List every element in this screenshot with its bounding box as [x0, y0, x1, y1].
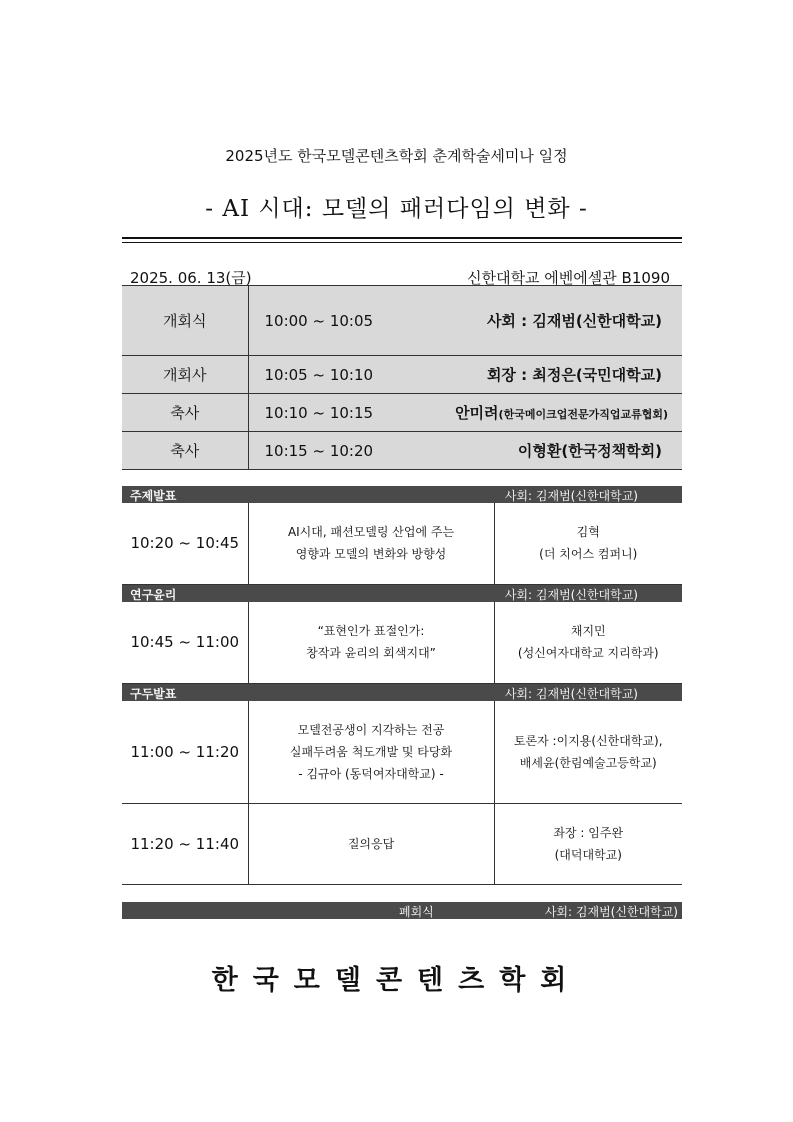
session-speaker: [494, 701, 682, 803]
opening-time: 10:05 ~ 10:10: [248, 356, 408, 394]
opening-label: 개회식: [122, 286, 248, 356]
opening-label: 축사: [122, 432, 248, 470]
section-bar-keynote: [122, 486, 682, 503]
organization-name: 한국모델콘텐츠학회: [211, 965, 582, 996]
session-topic: [248, 602, 494, 683]
title-rule-bottom: [122, 242, 682, 243]
session-row: [122, 602, 682, 683]
topic-line: 실패두려움 척도개발 및 타당화: [289, 744, 453, 759]
section-host: 사회: 김재범(신한대학교): [504, 588, 638, 602]
session-topic: [248, 803, 494, 884]
topic-line: 창작과 윤리의 회색지대”: [306, 646, 436, 661]
speaker-line: 좌장 : 임주완: [553, 825, 624, 840]
opening-time: 10:00 ~ 10:05: [248, 286, 408, 356]
session-table-keynote: [122, 503, 682, 585]
topic-line: AI시대, 패션모델링 산업에 주는: [287, 525, 455, 540]
subtitle: 2025년도 한국모델콘텐츠학회 춘계학술세미나 일정: [225, 147, 568, 165]
event-venue: 신한대학교 에벤에셀관 B1090: [467, 269, 670, 287]
speaker-line: 토론자 :이지용(신한대학교),: [513, 733, 663, 748]
section-bar-ethics: [122, 585, 682, 602]
speaker-line: 배세윤(한림예술고등학교): [519, 755, 657, 770]
opening-label: 개회사: [122, 356, 248, 394]
section-label: 주제발표: [130, 489, 177, 503]
session-table-ethics: [122, 602, 682, 684]
session-time: 11:20 ~ 11:40: [122, 803, 248, 884]
opening-table: [122, 285, 682, 470]
opening-person-name: 안미려: [455, 404, 499, 422]
opening-person-org: (한국메이크업전문가직업교류협회): [498, 408, 668, 421]
speaker-line: (대덕대학교): [554, 847, 622, 862]
session-time: 10:20 ~ 10:45: [122, 503, 248, 584]
section-label: 연구윤리: [130, 588, 177, 602]
session-topic: [248, 701, 494, 803]
speaker-line: (더 치어스 컴퍼니): [539, 547, 638, 562]
opening-person: [408, 394, 682, 432]
session-time: 10:45 ~ 11:00: [122, 602, 248, 683]
opening-row: [122, 356, 682, 394]
speaker-line: 채지민: [570, 624, 606, 639]
section-bar-oral: [122, 684, 682, 701]
session-row: [122, 803, 682, 884]
section-label: 구두발표: [130, 687, 177, 701]
session-table-oral: [122, 701, 682, 885]
topic-line: - 김규아 (동덕여자대학교) -: [298, 766, 444, 781]
section-host: 사회: 김재범(신한대학교): [504, 687, 638, 701]
session-speaker: [494, 503, 682, 584]
opening-label: 축사: [122, 394, 248, 432]
event-date: 2025. 06. 13(금): [130, 269, 252, 287]
session-speaker: [494, 803, 682, 884]
session-row: [122, 701, 682, 803]
main-title: - AI 시대: 모델의 패러다임의 변화 -: [205, 196, 588, 222]
title-rule-top: [122, 237, 682, 239]
section-host: 사회: 김재범(신한대학교): [504, 489, 638, 503]
topic-line: “표현인가 표절인가:: [317, 624, 425, 639]
opening-time: 10:15 ~ 10:20: [248, 432, 408, 470]
closing-host: 사회: 김재범(신한대학교): [544, 905, 678, 919]
session-speaker: [494, 602, 682, 683]
session-time: 11:00 ~ 11:20: [122, 701, 248, 803]
opening-row: [122, 432, 682, 470]
topic-line: 영향과 모델의 변화와 방향성: [295, 547, 447, 562]
opening-person: 이형환(한국정책학회): [408, 432, 682, 470]
session-row: [122, 503, 682, 584]
opening-row: [122, 286, 682, 356]
opening-person: 사회 : 김재범(신한대학교): [408, 286, 682, 356]
speaker-line: (성신여자대학교 지리학과): [517, 646, 659, 661]
session-topic: [248, 503, 494, 584]
topic-line: 질의응답: [347, 836, 395, 851]
closing-label: 폐회식: [399, 905, 434, 919]
opening-person: 회장 : 최정은(국민대학교): [408, 356, 682, 394]
topic-line: 모델전공생이 지각하는 전공: [297, 722, 445, 737]
speaker-line: 김혁: [576, 525, 600, 540]
closing-bar: [122, 902, 682, 919]
opening-time: 10:10 ~ 10:15: [248, 394, 408, 432]
opening-row: [122, 394, 682, 432]
